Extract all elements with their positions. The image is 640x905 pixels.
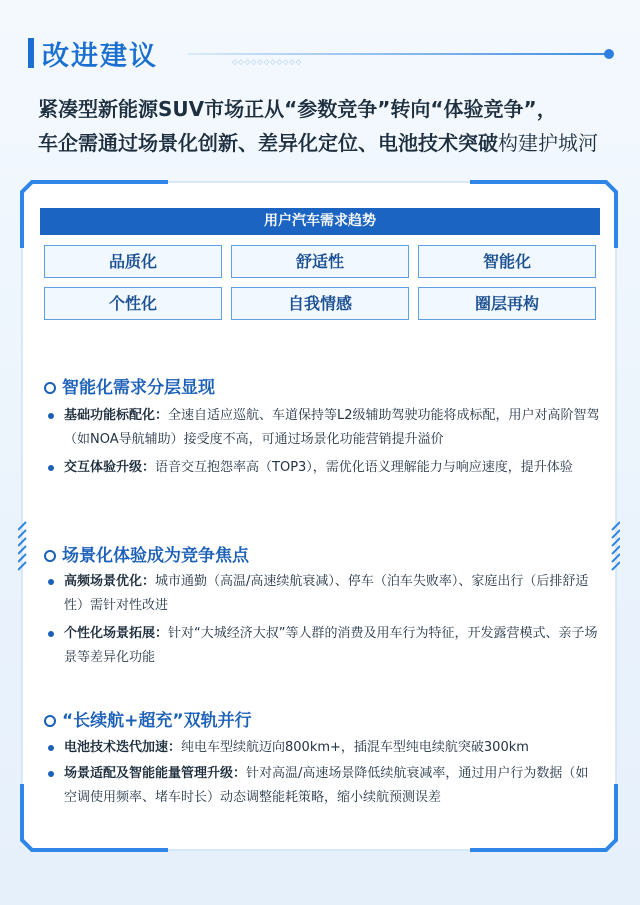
list-item [48, 404, 600, 452]
list-item [48, 762, 600, 810]
bullet-dot-icon [48, 631, 54, 637]
bullet-key: 电池技术迭代加速： [64, 740, 182, 755]
trend-item-self-emotion: 自我情感 [231, 287, 409, 320]
section-title-text: 场景化体验成为竞争焦点 [62, 546, 249, 566]
diamond-ornament-icon: ◇◇◇◇◇◇◇◇◇◇◇ [232, 58, 303, 66]
bullet-key: 场景适配及智能能量管理升级： [64, 766, 247, 781]
bullet-dot-icon [48, 465, 54, 471]
list-item [48, 570, 600, 618]
bullet-text: 全速自适应巡航、车道保持等L2级辅助驾驶功能将成标配，用户对高阶智驾（如NOA导航辅助）接受度不高，可通过场景化功能营销提升溢价 [64, 408, 600, 447]
section-title [44, 541, 249, 566]
bullet-key: 交互体验升级： [64, 460, 156, 475]
circle-icon [44, 550, 56, 562]
list-item [48, 622, 600, 670]
section-title [44, 373, 215, 398]
trend-item-quality: 品质化 [44, 245, 222, 278]
bullet-text: 针对“大城经济大叔”等人群的消费及用车行为特征，开发露营模式、亲子场景等差异化功能 [64, 626, 598, 665]
bullet-text: 针对高温/高速场景降低续航衰减率，通过用户行为数据（如空调使用频率、堵车时长）动态调整能耗策略，缩小续航预测误差 [64, 766, 589, 805]
section-title [44, 706, 252, 731]
bullet-key: 个性化场景拓展： [64, 626, 169, 641]
list-item [48, 456, 600, 480]
bullet-dot-icon [48, 771, 54, 777]
bullet-text: 语音交互抱怨率高（TOP3），需优化语义理解能力与响应速度，提升体验 [155, 460, 573, 475]
bullet-dot-icon [48, 745, 54, 751]
headline [38, 92, 618, 160]
page-title: 改进建议 [42, 41, 158, 72]
bullet-key: 基础功能标配化： [64, 408, 169, 423]
headline-line-2-bold: 车企需通过场景化创新、差异化定位、电池技术突破 [38, 131, 498, 155]
circle-icon [44, 382, 56, 394]
headline-line-2 [38, 126, 618, 160]
trend-item-circle-restructure: 圈层再构 [418, 287, 596, 320]
trend-item-intelligence: 智能化 [418, 245, 596, 278]
circle-icon [44, 715, 56, 727]
list-item [48, 736, 600, 760]
headline-line-2-rest: 构建护城河 [498, 131, 598, 155]
bullet-text: 纯电车型续航迈向800km+，插混车型纯电续航突破300km [181, 740, 529, 755]
section-title-text: 智能化需求分层显现 [62, 378, 215, 398]
trend-table-header: 用户汽车需求趋势 [40, 208, 600, 235]
title-accent-bar [28, 38, 34, 68]
headline-line-1: 紧凑型新能源SUV市场正从“参数竞争”转向“体验竞争”， [38, 97, 557, 121]
bullet-dot-icon [48, 579, 54, 585]
section-title-text: “长续航+超充”双轨并行 [62, 711, 252, 731]
trend-item-comfort: 舒适性 [231, 245, 409, 278]
bullet-key: 高频场景优化： [64, 574, 156, 589]
divider-dot [604, 49, 614, 59]
bullet-text: 城市通勤（高温/高速续航衰减）、停车（泊车失败率）、家庭出行（后排舒适性）需针对性改进 [64, 574, 589, 613]
title-divider [188, 53, 606, 55]
bullet-dot-icon [48, 413, 54, 419]
trend-item-personalization: 个性化 [44, 287, 222, 320]
